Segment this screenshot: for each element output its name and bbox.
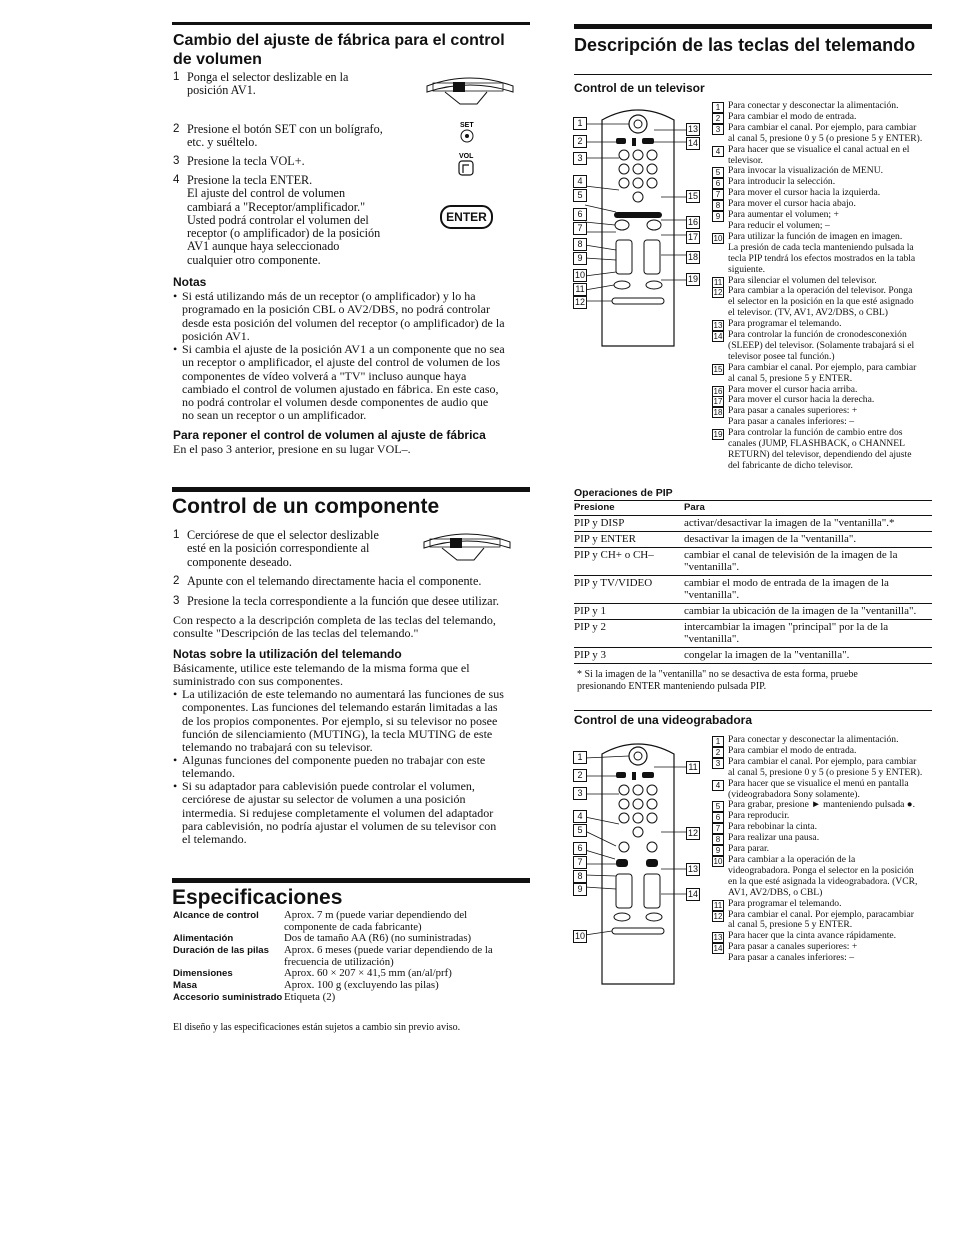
text-line: Para cambiar el modo de entrada. xyxy=(728,744,857,756)
pip-key: PIP y TV/VIDEO xyxy=(574,576,684,604)
spec-value xyxy=(284,968,514,980)
text-line: componentes de vídeo volverá a "TV" incluso aunque haya xyxy=(182,368,467,383)
step-number: 1 xyxy=(173,529,180,541)
spec-label: Alimentación xyxy=(173,933,234,944)
remote-callout-number: 1 xyxy=(573,117,587,130)
text-line: "ventanilla". xyxy=(684,561,740,573)
key-number-badge: 12 xyxy=(713,288,723,298)
key-number-badge: 17 xyxy=(713,397,723,407)
key-number-badge: 13 xyxy=(713,933,723,943)
remote-callout-number: 9 xyxy=(573,883,587,896)
enter-key-icon xyxy=(440,205,493,229)
key-description xyxy=(712,428,937,472)
step-text xyxy=(187,575,481,588)
text-line: Para controlar la función de cronodesconexión xyxy=(728,329,907,341)
pip-action xyxy=(684,548,932,576)
text-line: Para mover el cursor hacia la derecha. xyxy=(728,394,875,406)
enter-key-label: ENTER xyxy=(446,210,487,224)
text-line: Para aumentar el volumen; + xyxy=(728,209,839,221)
step-number: 4 xyxy=(173,174,180,186)
step-number: 1 xyxy=(173,71,180,83)
specs-footer: El diseño y las especificaciones están sujetos a cambio sin previo aviso. xyxy=(173,1022,461,1033)
text-line: suministrado con sus componentes. xyxy=(173,674,343,689)
step-text xyxy=(187,529,379,569)
descripcion-title: Descripción de las teclas del telemando xyxy=(574,35,916,55)
text-line: consulte "Descripción de las teclas del telemando." xyxy=(173,626,419,641)
text-line: * Si la imagen de la "ventanilla" no se desactiva de esta forma, pruebe xyxy=(577,669,858,680)
step-number: 3 xyxy=(173,155,180,167)
text-line: videograbadora. Ponga el selector en la posición xyxy=(728,864,914,876)
text-line: Presione la tecla ENTER. xyxy=(187,173,313,187)
key-number-badge: 8 xyxy=(712,834,724,845)
remote-callout-number: 13 xyxy=(687,864,698,874)
remote-callout-number: 5 xyxy=(573,824,587,837)
componente-title: Control de un componente xyxy=(172,495,440,518)
remote-callout-number: 19 xyxy=(687,274,698,284)
spec-value xyxy=(284,933,514,945)
text-line: Para grabar, presione ► manteniendo pulsada ●. xyxy=(728,799,915,811)
remote-callout-number: 15 xyxy=(687,191,698,201)
text-line: intermedia. Si redujese completamente el volumen del adaptador xyxy=(182,805,494,820)
text-line: Para mover el cursor hacia la izquierda. xyxy=(728,187,881,199)
text-line: Para pasar a canales superiores: + xyxy=(728,405,858,417)
text-line: Apunte con el telemando directamente hacia el componente. xyxy=(187,574,482,588)
text-line: Para utilizar la función de imagen en imagen. xyxy=(728,230,903,242)
text-line: en la que esté asignada la videograbadora. (VCR, xyxy=(728,875,918,887)
pip-row xyxy=(574,576,932,604)
text-line: desde esta posición del volumen del receptor (o amplificador) de la xyxy=(182,315,505,330)
text-line: Para cambiar el canal. Por ejemplo, paracambiar xyxy=(728,908,914,920)
vol-plus-icon xyxy=(455,151,477,177)
text-line: Presione la tecla correspondiente a la función que desee utilizar. xyxy=(187,594,500,608)
text-line: posición AV1. xyxy=(187,83,256,98)
slide-selector-illustration xyxy=(422,528,512,562)
key-number-badge: 8 xyxy=(712,200,724,211)
text-line: Para rebobinar la cinta. xyxy=(728,821,817,833)
remote-callout-number: 8 xyxy=(573,870,587,883)
step-number: 3 xyxy=(173,595,180,607)
step-number: 2 xyxy=(173,575,180,587)
text-line: AV1, AV2/DBS, o CBL) xyxy=(728,886,823,898)
spec-value xyxy=(284,910,514,933)
text-line: tecla PIP tendrá los efectos mostrados en la tabla xyxy=(728,252,916,264)
text-line: frecuencia de utilización) xyxy=(284,955,394,968)
remote-callout-number: 14 xyxy=(687,138,698,148)
key-number-badge: 16 xyxy=(713,386,723,396)
key-number-badge: 19 xyxy=(713,430,723,440)
bullet: • xyxy=(173,342,178,356)
key-description xyxy=(712,406,937,428)
key-number-badge: 7 xyxy=(712,823,724,834)
key-number-badge: 5 xyxy=(712,801,724,812)
text-line: componente deseado. xyxy=(187,554,292,569)
text-line: Presione la tecla VOL+. xyxy=(187,154,305,168)
step-number: 2 xyxy=(173,123,180,135)
text-line: cambiado el control de volumen ajustado en fábrica. En este caso, xyxy=(182,381,499,396)
section-rule xyxy=(574,74,932,75)
text-line: intercambiar la imagen "principal" por la de la xyxy=(684,621,889,633)
key-description xyxy=(712,757,937,779)
section-rule xyxy=(574,710,932,711)
cambio-title xyxy=(173,31,505,69)
text-line: Para programar el telemando. xyxy=(728,897,842,909)
key-description xyxy=(712,145,937,167)
text-line: Básicamente, utilice este telemando de la misma forma que el xyxy=(173,661,470,675)
text-line: Aprox. 60 × 207 × 41,5 mm (an/al/prf) xyxy=(284,967,452,979)
remote-callout-number: 3 xyxy=(573,787,587,800)
text-line: Para conectar y desconectar la alimentación. xyxy=(728,734,899,745)
text-line: función de silenciamiento (MUTING), la tecla MUTING de este xyxy=(182,726,493,741)
pip-row xyxy=(574,532,932,548)
text-line: programado en la posición CBL o AV2/DBS, no podrá controlar xyxy=(182,302,490,317)
pip-key: PIP y 2 xyxy=(574,620,684,648)
key-number-badge: 12 xyxy=(713,911,723,921)
text-line: cerciórese de ajustar su selector de volumen a una posición xyxy=(182,792,466,807)
text-line: telemando. xyxy=(182,766,235,781)
key-description xyxy=(712,210,937,232)
section-rule xyxy=(172,878,530,883)
text-line: presionando ENTER manteniendo pulsada PIP. xyxy=(577,680,767,692)
text-line: no podrá controlar el volumen desde componentes de audio que xyxy=(182,395,489,410)
remote-callout-number: 11 xyxy=(573,283,587,296)
svg-text:SET: SET xyxy=(460,122,474,129)
cambio-notas-title: Notas xyxy=(173,275,207,289)
key-number-badge: 10 xyxy=(713,233,723,243)
key-number-badge: 1 xyxy=(712,736,724,747)
spec-label: Masa xyxy=(173,980,197,991)
text-line: Cerciórese de que el selector deslizable xyxy=(187,528,379,542)
text-line: Para programar el telemando. xyxy=(728,318,842,330)
remote-callout-number: 16 xyxy=(687,217,698,227)
text-line: el televisor. (TV, AV1, AV2/DBS, o CBL) xyxy=(728,307,888,319)
key-number-badge: 9 xyxy=(712,845,724,856)
remote-callout-number: 10 xyxy=(574,270,585,280)
key-number-badge: 18 xyxy=(713,408,723,418)
text-line: Para mover el cursor hacia abajo. xyxy=(728,198,856,210)
vcr-key-list xyxy=(712,735,937,964)
key-number-badge: 11 xyxy=(713,900,723,910)
text-line: el selector en la posición en la que esté asignado xyxy=(728,296,914,308)
key-description xyxy=(712,232,937,276)
text-line: Si está utilizando más de un receptor (o amplificador) y lo ha xyxy=(182,289,476,303)
text-line: Etiqueta (2) xyxy=(284,991,336,1003)
text-line: Aprox. 7 m (puede variar dependiendo del xyxy=(284,909,468,921)
pip-key: PIP y 3 xyxy=(574,648,684,664)
text-line: el telemando. xyxy=(182,832,247,847)
pip-key: PIP y CH+ o CH– xyxy=(574,548,684,576)
text-line: al canal 5, presione 0 y 5 (o presione 5 y ENTER). xyxy=(728,132,923,144)
tv-remote-diagram xyxy=(572,100,704,350)
remote-callout-number: 7 xyxy=(573,856,587,869)
remote-callout-number: 10 xyxy=(574,931,585,941)
text-line: al canal 5, presione 5 y ENTER. xyxy=(728,372,853,384)
key-number-badge: 10 xyxy=(713,856,723,866)
bullet: • xyxy=(173,779,178,793)
remote-callout-number: 2 xyxy=(573,769,587,782)
text-line: cualquier otro componente. xyxy=(187,252,321,267)
text-line: Para hacer que se visualice el menú en pantalla xyxy=(728,777,909,789)
key-number-badge: 7 xyxy=(712,189,724,200)
bullet: • xyxy=(173,289,178,303)
text-line: La utilización de este telemando no aumentará las funciones de sus xyxy=(182,687,504,701)
pip-row xyxy=(574,516,932,532)
text-line: Si cambia el ajuste de la posición AV1 a un componente que no sea xyxy=(182,342,505,356)
pip-action xyxy=(684,532,932,548)
pip-row xyxy=(574,620,932,648)
pip-col-para: Para xyxy=(684,501,932,516)
text-line: La presión de cada tecla manteniendo pulsada la xyxy=(728,241,914,253)
text-line: cambiará a "Receptor/amplificador." xyxy=(187,199,366,214)
text-line: Para conectar y desconectar la alimentación. xyxy=(728,100,899,111)
set-button-icon xyxy=(457,120,477,146)
remote-callout-number: 6 xyxy=(573,842,587,855)
text-line: Para mover el cursor hacia arriba. xyxy=(728,383,858,395)
remote-callout-number: 11 xyxy=(686,761,700,774)
remote-callout-number: 9 xyxy=(573,252,587,265)
text-line: de los propios componentes. Por ejemplo, si su televisor no posee xyxy=(182,713,498,728)
text-line: Para realizar una pausa. xyxy=(728,832,820,844)
specs-title: Especificaciones xyxy=(172,886,343,909)
spec-label: Accesorio suministrado xyxy=(173,992,283,1003)
text-line: desactivar la imagen de la "ventanilla". xyxy=(684,533,857,545)
text-line: Aprox. 6 meses (puede variar dependiendo de la xyxy=(284,944,493,956)
text-line: al canal 5, presione 0 y 5 (o presione 5 y ENTER). xyxy=(728,766,923,778)
text-line: componente de cada fabricante) xyxy=(284,920,422,933)
slide-selector-illustration xyxy=(425,72,515,106)
text-line: activar/desactivar la imagen de la "ventanilla".* xyxy=(684,517,895,529)
pip-row xyxy=(574,604,932,620)
text-line: cambiar la ubicación de la imagen de la "ventanilla". xyxy=(684,605,917,617)
step-text xyxy=(187,155,305,168)
tv-key-list xyxy=(712,101,937,472)
section-rule xyxy=(172,487,530,492)
remote-callout-number: 6 xyxy=(573,208,587,221)
key-description xyxy=(712,363,937,385)
nota-text xyxy=(182,754,485,781)
pip-footnote-text xyxy=(577,669,932,692)
text-line: "ventanilla". xyxy=(684,589,740,601)
key-description xyxy=(712,123,937,145)
text-line: etc. y suéltelo. xyxy=(187,135,258,150)
text-line: cambiar el modo de entrada de la imagen de la xyxy=(684,577,889,589)
key-number-badge: 15 xyxy=(713,364,723,374)
notas-intro xyxy=(173,662,533,689)
pip-row xyxy=(574,548,932,576)
text-line: Para controlar la función de cambio entre dos xyxy=(728,427,903,439)
nota-text xyxy=(182,780,496,846)
pip-key: PIP y 1 xyxy=(574,604,684,620)
key-description xyxy=(712,855,937,899)
text-line: RETURN) del televisor, dependiendo del ajuste xyxy=(728,449,912,460)
text-line: (SLEEP) del televisor. (Solamente trabajará si el xyxy=(728,339,915,351)
key-description xyxy=(712,942,937,964)
pip-key: PIP y ENTER xyxy=(574,532,684,548)
text-line: Para pasar a canales superiores: + xyxy=(728,941,858,953)
spec-value xyxy=(284,980,514,992)
text-line: Para pasar a canales inferiores: – xyxy=(728,416,854,428)
text-line: Para reducir el volumen; – xyxy=(728,219,830,231)
pip-action xyxy=(684,516,932,532)
spec-value xyxy=(284,992,514,1004)
text-line: para cablevisión, no podría ajustar el volumen de su televisor con xyxy=(182,818,497,833)
reponer-text: En el paso 3 anterior, presione en su lugar VOL–. xyxy=(173,442,411,456)
tv-title: Control de un televisor xyxy=(574,81,705,95)
key-number-badge: 13 xyxy=(713,321,723,331)
remote-callout-number: 2 xyxy=(573,135,587,148)
text-line: Para cambiar el canal. Por ejemplo, para cambiar xyxy=(728,121,917,133)
key-number-badge: 1 xyxy=(712,102,724,113)
text-line: Presione el botón SET con un bolígrafo, xyxy=(187,122,383,136)
text-line: Para pasar a canales inferiores: – xyxy=(728,952,854,964)
text-line: Para cambiar a la operación del televisor. Ponga xyxy=(728,285,913,297)
respecto-paragraph xyxy=(173,614,533,641)
pip-col-presione: Presione xyxy=(574,501,684,516)
text-line: El ajuste del control de volumen xyxy=(187,186,346,201)
text-line: Para cambiar el modo de entrada. xyxy=(728,110,857,122)
key-number-badge: 9 xyxy=(712,211,724,222)
nota-text xyxy=(182,343,505,423)
pip-action xyxy=(684,604,932,620)
text-line: Para introducir la selección. xyxy=(728,176,836,188)
key-number-badge: 14 xyxy=(713,944,723,954)
nota-text xyxy=(182,290,505,343)
text-line: Con respecto a la descripción completa de las teclas del telemando, xyxy=(173,613,496,627)
text-line: Para cambiar el canal. Por ejemplo, para cambiar xyxy=(728,755,917,767)
text-line: esté en la posición correspondiente al xyxy=(187,541,370,556)
key-number-badge: 3 xyxy=(712,124,724,135)
remote-callout-number: 12 xyxy=(687,828,698,838)
text-line: Si su adaptador para cablevisión puede controlar el volumen, xyxy=(182,779,475,793)
key-description xyxy=(712,286,937,319)
remote-callout-number: 4 xyxy=(573,810,587,823)
key-description xyxy=(712,779,937,801)
text-line: Dos de tamaño AA (R6) (no suministradas) xyxy=(284,932,472,944)
key-number-badge: 11 xyxy=(713,277,723,287)
text-line: Ponga el selector deslizable en la xyxy=(187,70,349,84)
vcr-remote-diagram xyxy=(572,734,704,986)
svg-text:VOL: VOL xyxy=(459,153,474,160)
remote-callout-number: 17 xyxy=(687,232,698,242)
text-line: Para reproducir. xyxy=(728,810,790,822)
text-line: Para parar. xyxy=(728,843,770,855)
bullet: • xyxy=(173,753,178,767)
cambio-title-line2: de volumen xyxy=(173,51,262,68)
text-line: televisor. xyxy=(728,154,763,166)
key-number-badge: 2 xyxy=(712,113,724,124)
pip-action xyxy=(684,648,932,664)
key-number-badge: 4 xyxy=(712,146,724,157)
key-description xyxy=(712,899,937,910)
step-text xyxy=(187,123,383,150)
key-number-badge: 2 xyxy=(712,747,724,758)
spec-label: Dimensiones xyxy=(173,968,233,979)
step-text xyxy=(187,174,380,267)
vcr-title: Control de una videograbadora xyxy=(574,713,753,727)
spec-label: Duración de las pilas xyxy=(173,945,269,956)
pip-action xyxy=(684,620,932,648)
text-line: AV1 aunque haya seleccionado xyxy=(187,239,340,254)
key-number-badge: 4 xyxy=(712,780,724,791)
text-line: canales (JUMP, FLASHBACK, o CHANNEL xyxy=(728,438,905,450)
key-number-badge: 14 xyxy=(713,332,723,342)
text-line: posición AV1. xyxy=(182,328,250,343)
remote-callout-number: 3 xyxy=(573,152,587,165)
pip-title: Operaciones de PIP xyxy=(574,487,673,499)
text-line: "ventanilla". xyxy=(684,633,740,645)
text-line: del fabricante de dicho televisor. xyxy=(728,459,853,471)
remote-callout-number: 14 xyxy=(687,889,698,899)
text-line: Usted podrá controlar el volumen del xyxy=(187,212,369,227)
text-line: congelar la imagen de la "ventanilla". xyxy=(684,649,850,661)
key-description xyxy=(712,330,937,363)
reponer-title: Para reponer el control de volumen al ajuste de fábrica xyxy=(173,428,486,442)
section-rule xyxy=(172,22,530,25)
remote-callout-number: 5 xyxy=(573,189,587,202)
text-line: no sean un receptor o un amplificador. xyxy=(182,408,367,423)
spec-label: Alcance de control xyxy=(173,910,259,921)
step-text xyxy=(187,71,348,98)
remote-callout-number: 13 xyxy=(687,124,698,134)
key-number-badge: 5 xyxy=(712,167,724,178)
key-number-badge: 6 xyxy=(712,178,724,189)
remote-callout-number: 1 xyxy=(573,751,587,764)
text-line: Para hacer que la cinta avance rápidamente. xyxy=(728,930,897,942)
text-line: siguiente. xyxy=(728,263,766,275)
remote-callout-number: 18 xyxy=(687,252,698,262)
text-line: Algunas funciones del componente pueden no trabajar con este xyxy=(182,753,486,767)
pip-key: PIP y DISP xyxy=(574,516,684,532)
remote-callout-number: 8 xyxy=(573,238,587,251)
text-line: (videograbadora Sony solamente). xyxy=(728,788,860,800)
pip-row xyxy=(574,648,932,664)
text-line: Aprox. 100 g (excluyendo las pilas) xyxy=(284,979,439,991)
text-line: telemando no trabajará con su televisor. xyxy=(182,740,373,755)
cambio-title-line1: Cambio del ajuste de fábrica para el control xyxy=(173,32,505,49)
step-text xyxy=(187,595,499,608)
text-line: al canal 5, presione 5 y ENTER. xyxy=(728,919,853,931)
text-line: Para cambiar el canal. Por ejemplo, para cambiar xyxy=(728,361,917,373)
text-line: Para hacer que se visualice el canal actual en el xyxy=(728,143,910,155)
text-line: televisor posee tal función.) xyxy=(728,350,835,362)
key-number-badge: 3 xyxy=(712,758,724,769)
text-line: Para cambiar a la operación de la xyxy=(728,853,856,865)
key-number-badge: 6 xyxy=(712,812,724,823)
section-rule xyxy=(574,24,932,29)
text-line: Para invocar la visualización de MENU. xyxy=(728,165,884,177)
nota-text xyxy=(182,688,504,754)
text-line: Para silenciar el volumen del televisor. xyxy=(728,274,877,286)
pip-action xyxy=(684,576,932,604)
key-description xyxy=(712,910,937,932)
text-line: receptor (o amplificador) de la posición xyxy=(187,226,381,241)
componente-notas-title: Notas sobre la utilización del telemando xyxy=(173,647,402,661)
spec-value xyxy=(284,945,514,968)
remote-callout-number: 4 xyxy=(573,175,587,188)
bullet: • xyxy=(173,687,178,701)
text-line: componentes. Las funciones del telemando estarán limitadas a las xyxy=(182,700,498,715)
text-line: un receptor o amplificador, el ajuste del control de volumen de los xyxy=(182,355,501,370)
pip-table xyxy=(574,500,932,664)
remote-callout-number: 12 xyxy=(574,297,585,307)
remote-callout-number: 7 xyxy=(573,222,587,235)
text-line: cambiar el canal de televisión de la imagen de la xyxy=(684,549,898,561)
